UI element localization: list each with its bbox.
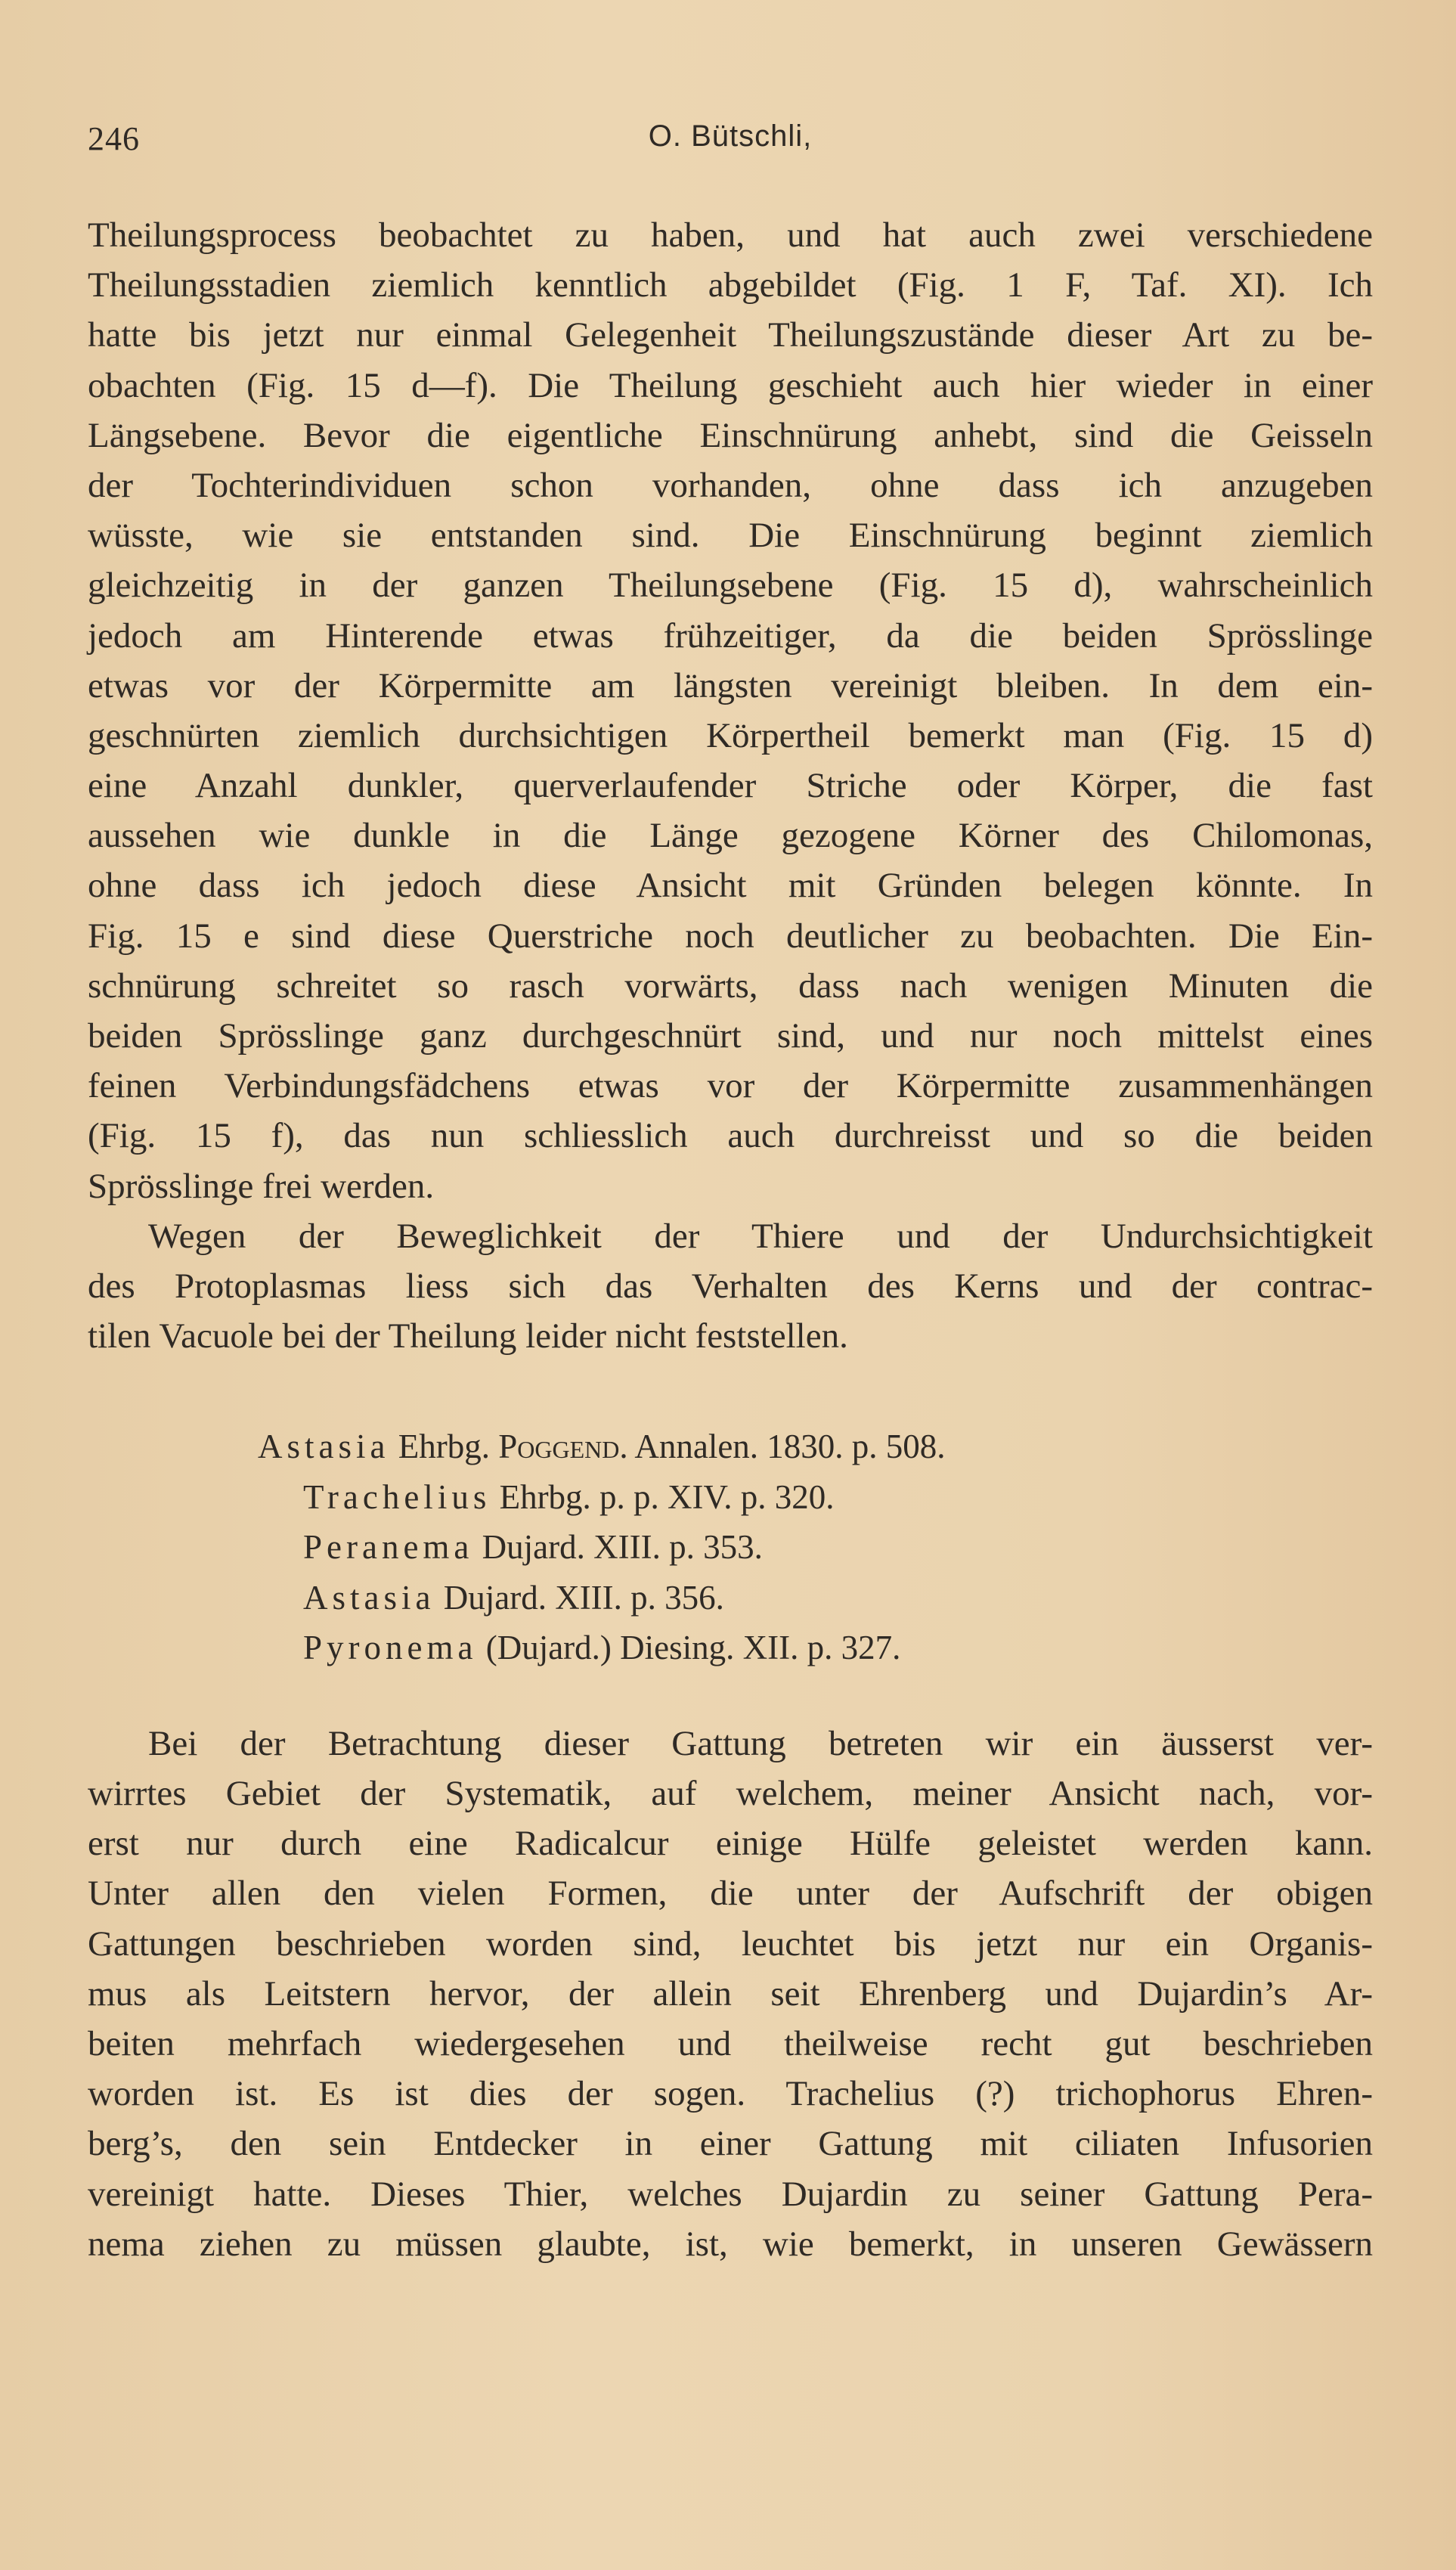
text-line: der Tochterindividuen schon vorhanden, ohne dass ich anzugeben — [88, 465, 1373, 505]
text-line: geschnürten ziemlich durchsichtigen Körpertheil bemerkt man (Fig. 15 d) — [88, 715, 1373, 755]
text-line: beiten mehrfach wiedergesehen und theilweise recht gut beschrieben — [88, 2023, 1373, 2063]
text-line: eine Anzahl dunkler, querverlaufender Striche oder Körper, die fast — [88, 766, 1373, 806]
page-header — [88, 113, 1373, 166]
text-line: Längsebene. Bevor die eigentliche Einschnürung anhebt, sind die Geisseln — [88, 415, 1373, 455]
text-line: berg’s, den sein Entdecker in einer Gattung mit ciliaten Infusorien — [88, 2124, 1373, 2164]
document-page — [88, 113, 1373, 2269]
text-line: wirrtes Gebiet der Systematik, auf welchem, meiner Ansicht nach, vor- — [88, 1774, 1373, 1813]
text-line: Sprösslinge frei werden. — [88, 1166, 435, 1206]
text-line: hatte bis jetzt nur einmal Gelegenheit Theilungszustände dieser Art zu be- — [88, 315, 1373, 355]
paragraph-1 — [88, 210, 1373, 1361]
text-line: Unter allen den vielen Formen, die unter der Aufschrift der obigen — [88, 1874, 1373, 1914]
text-line: obachten (Fig. 15 d—f). Die Theilung geschieht auch hier wieder in einer — [88, 365, 1373, 405]
genus-name: Astasia — [258, 1428, 390, 1466]
text-line: nema ziehen zu müssen glaubte, ist, wie bemerkt, in unseren Gewässern — [88, 2224, 1373, 2264]
genus-references — [88, 1421, 1373, 1673]
text-line: Wegen der Beweglichkeit der Thiere und der Undurchsichtigkeit — [148, 1216, 1373, 1256]
running-head: O. Bütschli, — [648, 119, 813, 153]
text-line: mus als Leitstern hervor, der allein seit Ehrenberg und Dujardin’s Ar- — [88, 1973, 1373, 2014]
text-line: Gattungen beschrieben worden sind, leuchtet bis jetzt nur ein Organis- — [88, 1924, 1373, 1964]
text-line: Theilungsprocess beobachtet zu haben, und hat auch zwei verschiedene — [88, 215, 1373, 255]
text-line: Fig. 15 e sind diese Querstriche noch deutlicher zu beobachten. Die Ein- — [88, 916, 1373, 956]
text-line: Theilungsstadien ziemlich kenntlich abgebildet (Fig. 1 F, Taf. XI). Ich — [88, 265, 1373, 305]
text-line: worden ist. Es ist dies der sogen. Trachelius (?) trichophorus Ehren- — [88, 2074, 1373, 2114]
reference-synonym: Astasia Dujard. XIII. p. 356. — [303, 1578, 724, 1617]
text-line: feinen Verbindungsfädchens etwas vor der Körpermitte zusammenhängen — [88, 1066, 1373, 1106]
text-line: ohne dass ich jedoch diese Ansicht mit Gründen belegen könnte. In — [88, 866, 1373, 906]
text-line: des Protoplasmas liess sich das Verhalten des Kerns und der contrac- — [88, 1266, 1373, 1306]
text-line: (Fig. 15 f), das nun schliesslich auch durchreisst und so die beiden — [88, 1116, 1373, 1156]
text-line: jedoch am Hinterende etwas frühzeitiger, da die beiden Sprösslinge — [88, 615, 1373, 656]
text-line: schnürung schreitet so rasch vorwärts, dass nach wenigen Minuten die — [88, 966, 1373, 1006]
genus-name: Trachelius — [303, 1477, 491, 1516]
reference-synonym: Peranema Dujard. XIII. p. 353. — [303, 1528, 763, 1567]
text-line: beiden Sprösslinge ganz durchgeschnürt sind, und nur noch mittelst eines — [88, 1016, 1373, 1056]
genus-name: Pyronema — [303, 1629, 478, 1667]
text-line: Bei der Betrachtung dieser Gattung betreten wir ein äusserst ver- — [148, 1723, 1373, 1763]
text-line: gleichzeitig in der ganzen Theilungsebene (Fig. 15 d), wahrscheinlich — [88, 566, 1373, 606]
text-line: aussehen wie dunkle in die Länge gezogene Körner des Chilomonas, — [88, 816, 1373, 856]
text-line: etwas vor der Körpermitte am längsten vereinigt bleiben. In dem ein- — [88, 665, 1373, 705]
author-name: Poggend — [498, 1428, 620, 1466]
genus-name: Peranema — [303, 1528, 474, 1567]
text-line: wüsste, wie sie entstanden sind. Die Einschnürung beginnt ziemlich — [88, 516, 1373, 556]
text-line: erst nur durch eine Radicalcur einige Hülfe geleistet werden kann. — [88, 1824, 1373, 1864]
text-line: vereinigt hatte. Dieses Thier, welches Dujardin zu seiner Gattung Pera- — [88, 2174, 1373, 2214]
reference-synonym: Pyronema (Dujard.) Diesing. XII. p. 327. — [303, 1629, 901, 1667]
paragraph-3 — [88, 1719, 1373, 2269]
reference-main: Astasia Ehrbg. Poggend. Annalen. 1830. p. 508. — [258, 1428, 946, 1466]
reference-synonym: Trachelius Ehrbg. p. p. XIV. p. 320. — [303, 1477, 835, 1516]
text-line: tilen Vacuole bei der Theilung leider nicht feststellen. — [88, 1316, 848, 1356]
genus-name: Astasia — [303, 1578, 435, 1617]
page-number: 246 — [88, 120, 140, 157]
